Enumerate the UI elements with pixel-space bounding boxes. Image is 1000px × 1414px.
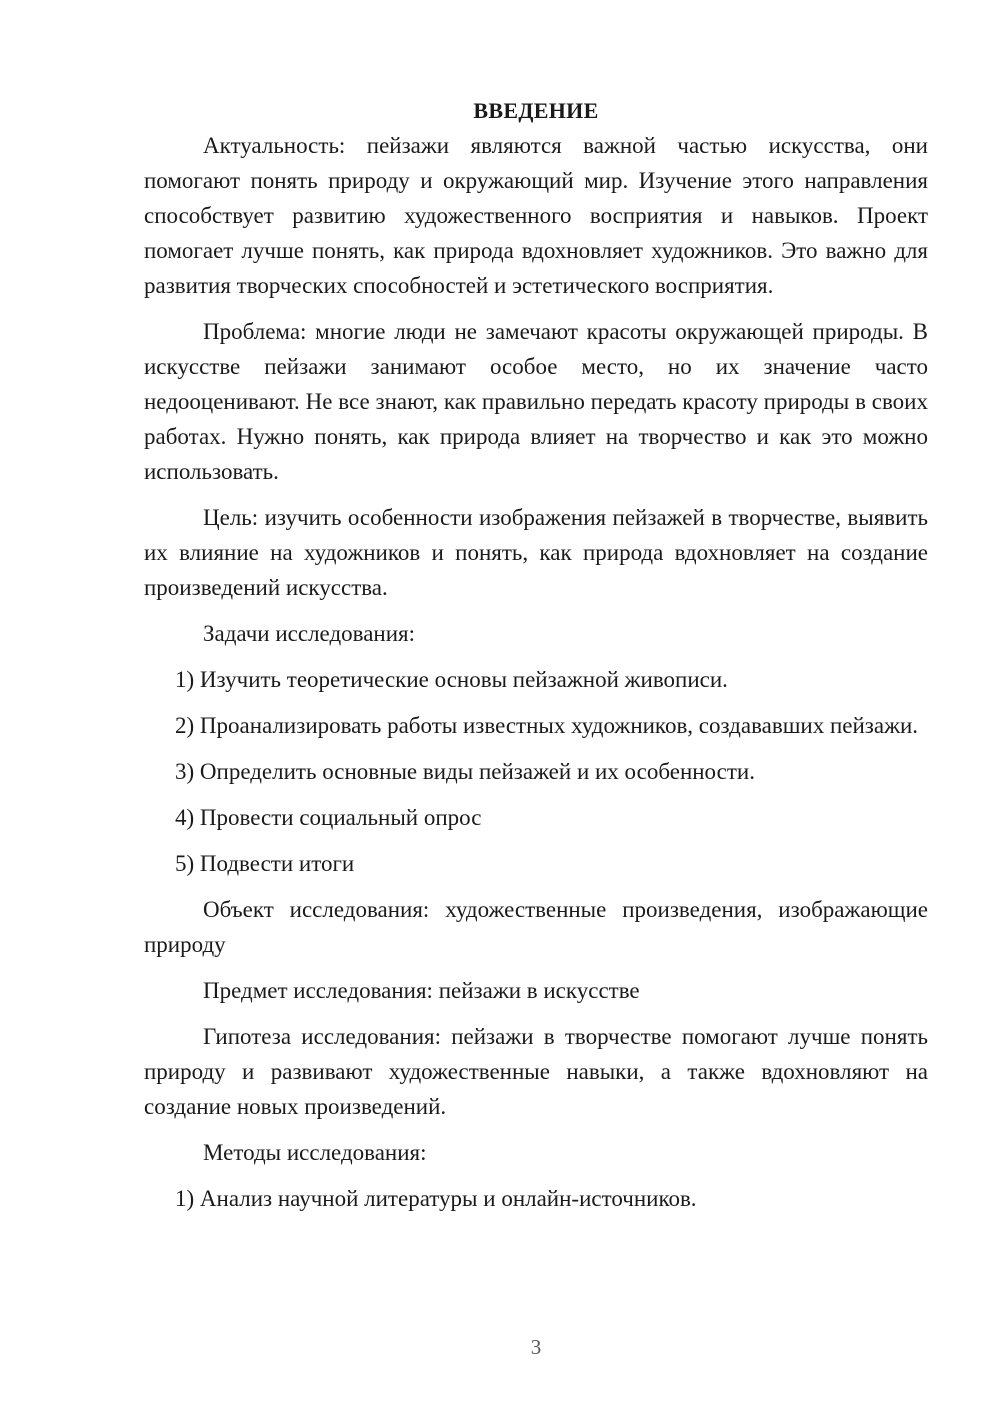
paragraph-problem: Проблема: многие люди не замечают красоты окружающей природы. В искусстве пейзажи занимают особое место, но их значение часто недооценивают. Не все знают, как правильно передать красоту природы в своих работах. Нужно понять, как природа влияет на творчество и как это можно использовать. (144, 319, 928, 484)
paragraph-methods-heading: Методы исследования: (203, 1140, 427, 1165)
task-item: 2) Проанализировать работы известных художников, создававших пейзажи. (175, 713, 919, 738)
method-item: 1) Анализ научной литературы и онлайн-источников. (175, 1186, 697, 1211)
task-item: 1) Изучить теоретические основы пейзажной живописи. (175, 667, 728, 692)
task-item: 3) Определить основные виды пейзажей и их особенности. (175, 759, 755, 784)
paragraph-tasks-heading: Задачи исследования: (203, 621, 416, 646)
task-item: 5) Подвести итоги (175, 851, 355, 876)
paragraph-hypothesis: Гипотеза исследования: пейзажи в творчестве помогают лучше понять природу и развивают художественные навыки, а также вдохновляют на создание новых произведений. (144, 1024, 928, 1119)
paragraph-relevance: Актуальность: пейзажи являются важной частью искусства, они помогают понять природу и окружающий мир. Изучение этого направления способствует развитию художественного восприятия и навыков. Проект помогает лучше понять, как природа вдохновляет художников. Это важно для развития творческих способностей и эстетического восприятия. (144, 133, 928, 298)
task-item: 4) Провести социальный опрос (175, 805, 482, 830)
paragraph-subject: Предмет исследования: пейзажи в искусстве (203, 978, 640, 1003)
paragraph-goal: Цель: изучить особенности изображения пейзажей в творчестве, выявить их влияние на художников и понять, как природа вдохновляет на создание произведений искусства. (144, 505, 928, 600)
document-body (144, 93, 928, 1227)
section-title: ВВЕДЕНИЕ (473, 98, 599, 123)
paragraph-object: Объект исследования: художественные произведения, изображающие природу (144, 897, 928, 957)
page-number: 3 (530, 1335, 542, 1359)
